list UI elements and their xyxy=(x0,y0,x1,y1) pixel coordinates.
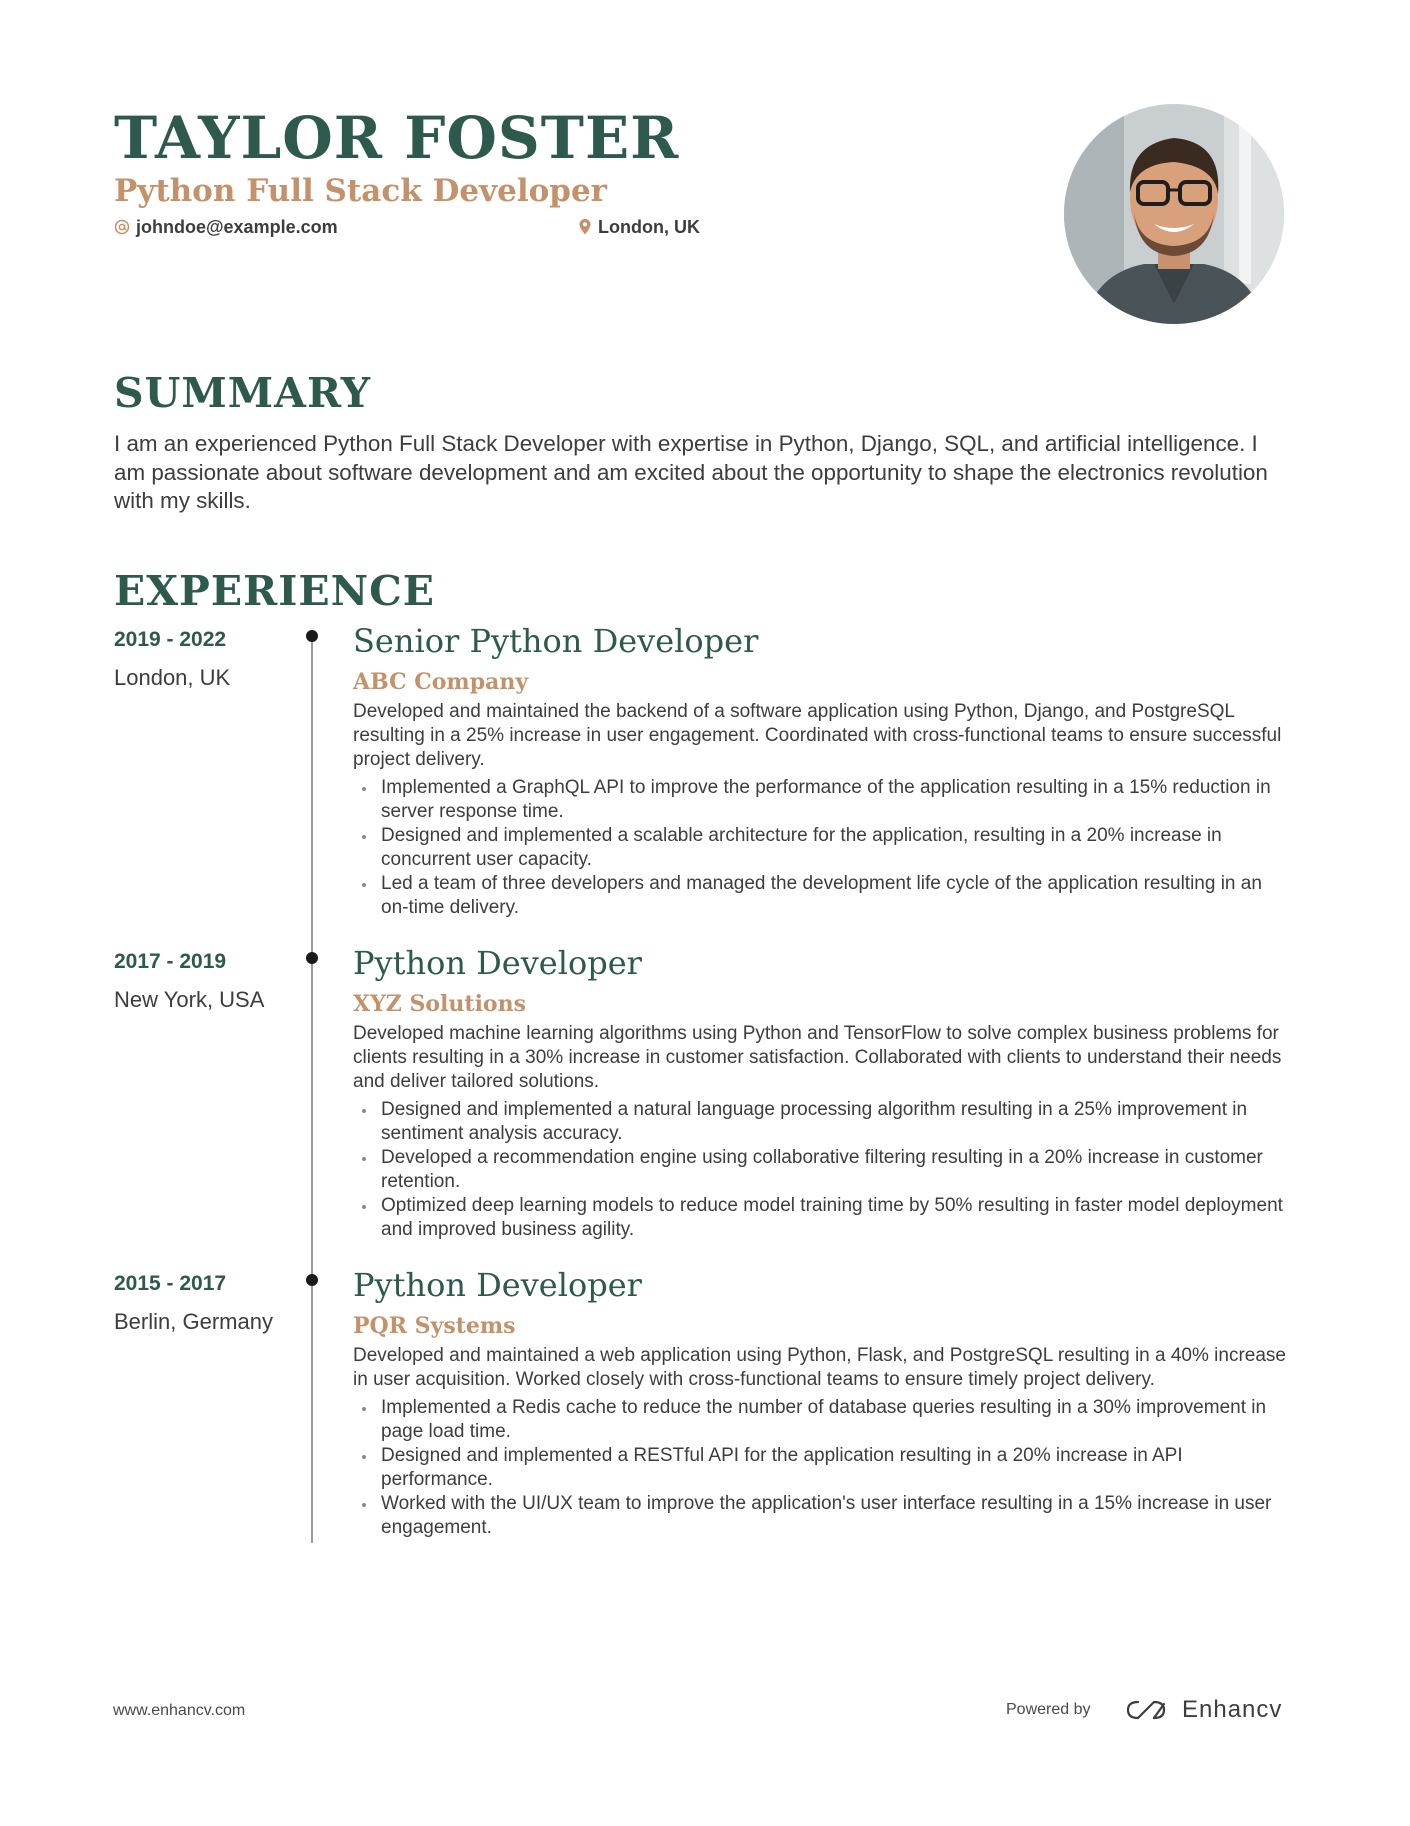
location-text: London, UK xyxy=(598,216,700,237)
achievement-item: Implemented a GraphQL API to improve the performance of the application resulting in a 15% reduction in server response time. xyxy=(353,776,1293,824)
achievement-item: Developed a recommendation engine using collaborative filtering resulting in a 20% increase in customer retention. xyxy=(353,1146,1293,1194)
achievement-list xyxy=(353,1098,1293,1242)
experience-content xyxy=(353,1266,1293,1540)
experience-location: New York, USA xyxy=(114,987,265,1012)
experience-location: Berlin, Germany xyxy=(114,1309,273,1334)
job-description: Developed and maintained a web application using Python, Flask, and PostgreSQL resulting in a 40% increase in user acquisition. Worked closely with cross-functional teams to ensure timely project delivery. xyxy=(353,1345,1286,1390)
powered-by-label: Powered by xyxy=(1006,1701,1091,1718)
enhancv-logo-icon xyxy=(1124,1696,1172,1724)
experience-dates: 2015 - 2017 xyxy=(114,1272,227,1295)
experience-location: London, UK xyxy=(114,665,231,690)
timeline-dot xyxy=(306,630,318,642)
profile-photo xyxy=(1064,104,1284,324)
map-pin-icon xyxy=(578,218,592,236)
achievement-item: Implemented a Redis cache to reduce the number of database queries resulting in a 30% improvement in page load time. xyxy=(353,1396,1293,1444)
achievement-item: Optimized deep learning models to reduce model training time by 50% resulting in faster model deployment and improved business agility. xyxy=(353,1194,1293,1242)
achievement-item: Designed and implemented a RESTful API for the application resulting in a 20% increase in API performance. xyxy=(353,1444,1293,1492)
achievement-item: Worked with the UI/UX team to improve the application's user interface resulting in a 15% increase in user engagement. xyxy=(353,1492,1293,1540)
job-title: Python Developer xyxy=(353,1266,642,1304)
achievement-item: Designed and implemented a natural language processing algorithm resulting in a 25% improvement in sentiment analysis accuracy. xyxy=(353,1098,1293,1146)
contact-email[interactable] xyxy=(114,216,338,238)
job-description: Developed and maintained the backend of a software application using Python, Django, and PostgreSQL resulting in a 25% increase in user engagement. Coordinated with cross-functional teams to ensure successful project delivery. xyxy=(353,701,1282,770)
brand-name: Enhancv xyxy=(1182,1696,1283,1723)
company-name: ABC Company xyxy=(353,669,529,695)
email-text: johndoe@example.com xyxy=(136,216,338,237)
timeline-dot xyxy=(306,952,318,964)
achievement-list xyxy=(353,776,1293,920)
achievement-item: Led a team of three developers and managed the development life cycle of the application resulting in an on-time delivery. xyxy=(353,872,1293,920)
experience-dates: 2019 - 2022 xyxy=(114,628,227,651)
summary-heading: SUMMARY xyxy=(114,369,372,417)
company-name: PQR Systems xyxy=(353,1313,516,1339)
footer-website-link[interactable]: www.enhancv.com xyxy=(113,1702,246,1719)
experience-content xyxy=(353,622,1293,920)
candidate-name: TAYLOR FOSTER xyxy=(114,104,680,172)
at-icon xyxy=(114,219,130,235)
job-title: Python Developer xyxy=(353,944,642,982)
company-name: XYZ Solutions xyxy=(353,991,526,1017)
experience-heading: EXPERIENCE xyxy=(114,567,436,615)
contact-location xyxy=(578,216,700,238)
job-title: Senior Python Developer xyxy=(353,622,759,660)
experience-dates: 2017 - 2019 xyxy=(114,950,227,973)
job-description: Developed machine learning algorithms using Python and TensorFlow to solve complex business problems for clients resulting in a 30% increase in customer satisfaction. Collaborated with clients to understand their needs and deliver tailored solutions. xyxy=(353,1023,1282,1092)
achievement-item: Designed and implemented a scalable architecture for the application, resulting in a 20% increase in concurrent user capacity. xyxy=(353,824,1293,872)
timeline-line xyxy=(311,637,313,1543)
candidate-role: Python Full Stack Developer xyxy=(114,173,608,209)
brand-logo[interactable] xyxy=(1124,1694,1282,1726)
summary-text: I am an experienced Python Full Stack Developer with expertise in Python, Django, SQL, and artificial intelligence. I am passionate about software development and am excited about the opportunity to shape the electronics revolution with my skills. xyxy=(114,431,1268,513)
timeline-dot xyxy=(306,1274,318,1286)
achievement-list xyxy=(353,1396,1293,1540)
experience-content xyxy=(353,944,1293,1242)
